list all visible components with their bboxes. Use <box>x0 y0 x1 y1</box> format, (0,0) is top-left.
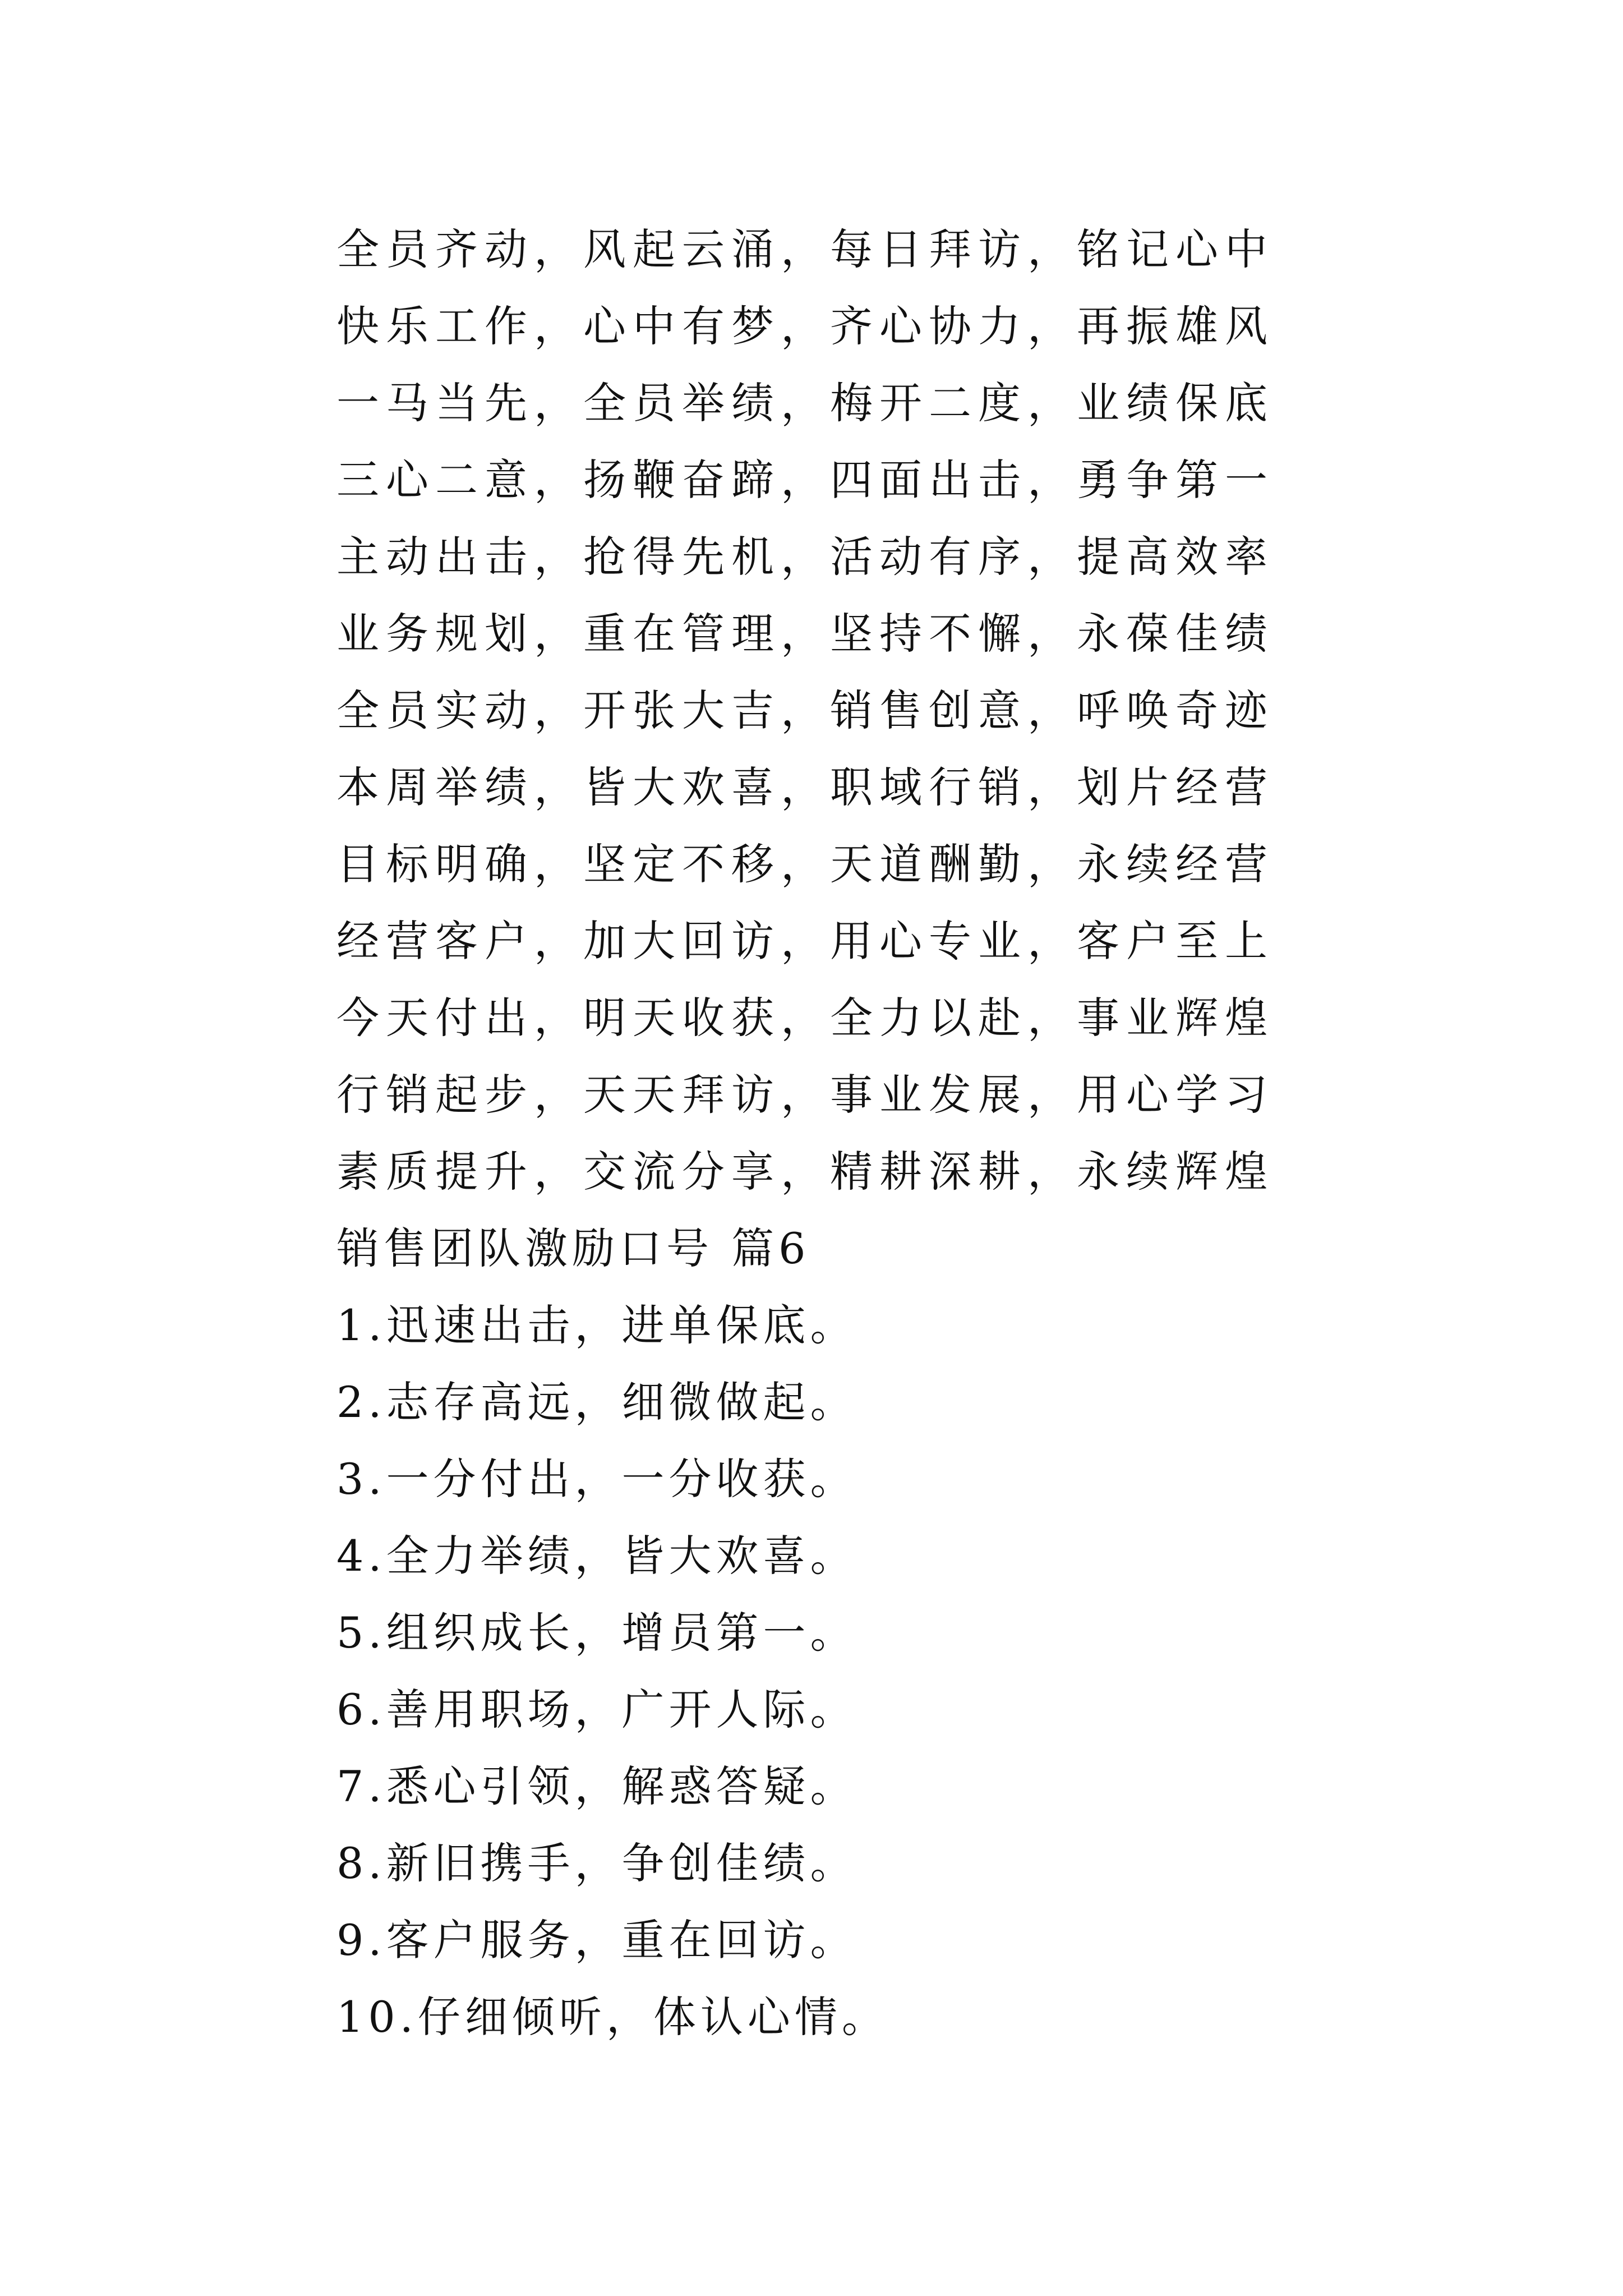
slogan-line: 主动出击，抢得先机，活动有序，提高效率 <box>336 532 1274 582</box>
slogan-line: 行销起步，天天拜访，事业发展，用心学习 <box>336 1070 1274 1120</box>
slogan-line: 素质提升，交流分享，精耕深耕，永续辉煌 <box>336 1147 1274 1197</box>
list-item: 6.善用职场，广开人际。 <box>336 1685 857 1734</box>
slogan-line: 三心二意，扬鞭奋蹄，四面出击，勇争第一 <box>336 455 1274 505</box>
slogan-line: 目标明确，坚定不移，天道酬勤，永续经营 <box>336 839 1274 889</box>
slogan-line: 一马当先，全员举绩，梅开二度，业绩保底 <box>336 378 1274 428</box>
list-item: 4.全力举绩，皆大欢喜。 <box>336 1531 857 1581</box>
list-item: 2.志存高远，细微做起。 <box>336 1377 857 1427</box>
list-item: 10.仔细倾听，体认心情。 <box>336 1992 889 2042</box>
slogan-line: 经营客户，加大回访，用心专业，客户至上 <box>336 916 1274 966</box>
slogan-line: 全员齐动，风起云涌，每日拜访，铭记心中 <box>336 224 1274 274</box>
list-item: 9.客户服务，重在回访。 <box>336 1915 857 1965</box>
list-item: 1.迅速出击，进单保底。 <box>336 1300 857 1350</box>
slogan-line: 快乐工作，心中有梦，齐心协力，再振雄风 <box>336 301 1274 351</box>
list-item: 8.新旧携手，争创佳绩。 <box>336 1838 857 1888</box>
slogan-line: 今天付出，明天收获，全力以赴，事业辉煌 <box>336 993 1274 1043</box>
list-item: 7.悉心引领，解惑答疑。 <box>336 1761 857 1811</box>
slogan-line: 全员实动，开张大吉，销售创意，呼唤奇迹 <box>336 685 1274 735</box>
document-body <box>336 211 1346 2055</box>
section-heading: 销售团队激励口号 篇6 <box>336 1223 810 1273</box>
list-item: 5.组织成长，增员第一。 <box>336 1608 857 1658</box>
slogan-line: 本周举绩，皆大欢喜，职域行销，划片经营 <box>336 762 1274 812</box>
list-item: 3.一分付出，一分收获。 <box>336 1454 857 1504</box>
slogan-line: 业务规划，重在管理，坚持不懈，永葆佳绩 <box>336 609 1274 659</box>
